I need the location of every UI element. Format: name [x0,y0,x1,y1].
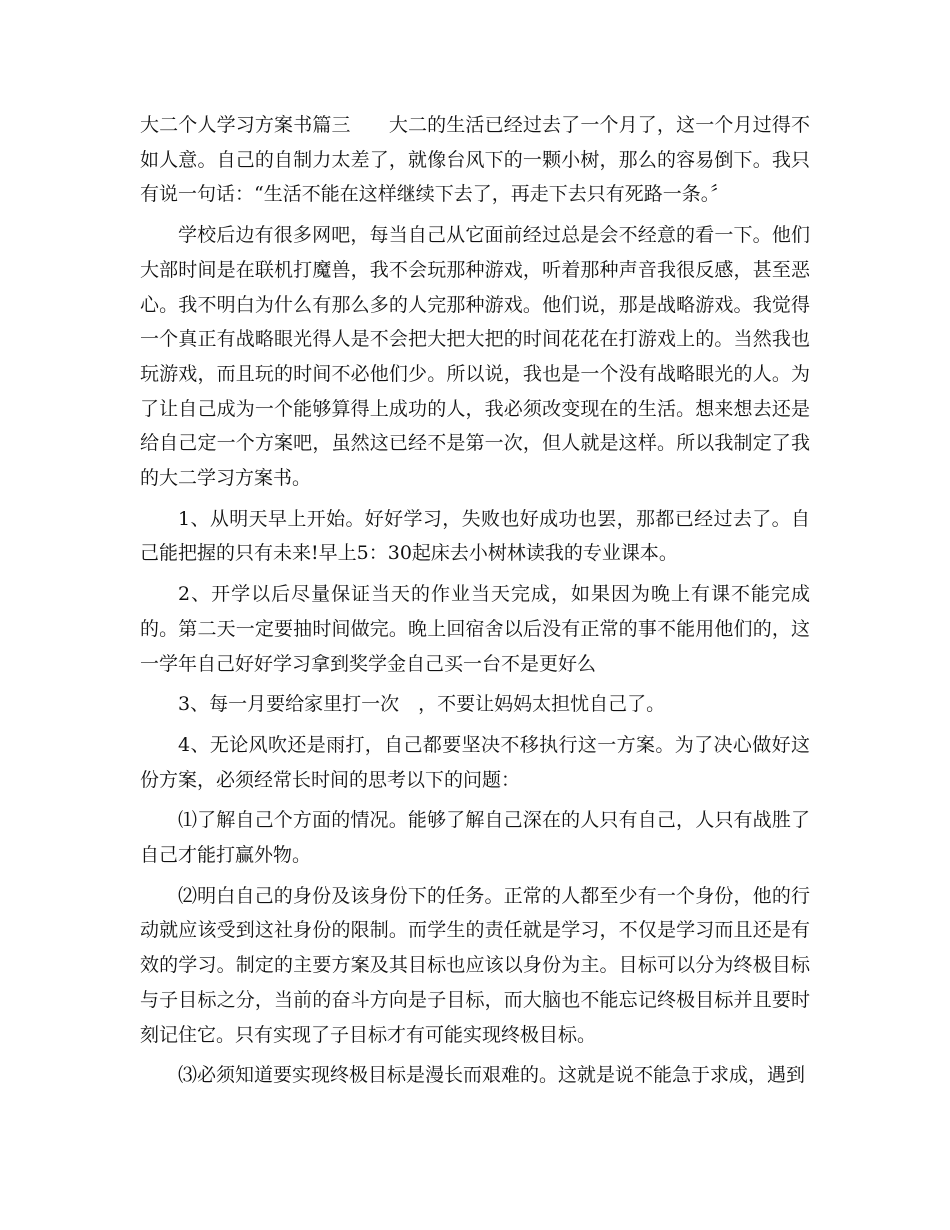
paragraph-9: ⑶必须知道要实现终极目标是漫长而艰难的。这就是说不能急于求成，遇到 [178,1064,806,1087]
paragraph-5: 3、每一月要给家里打一次 ，不要让妈妈太担忧自己了。 [178,693,666,716]
paragraph-7: ⑴了解自己个方面的情况。能够了解自己深在的人只有自己，人只有战胜了自己才能打赢外物。 [140,809,810,867]
paragraph-4: 2、开学以后尽量保证当天的作业当天完成，如果因为晚上有课不能完成的。第二天一定要抽时间做完。晚上回宿舍以后没有正常的事不能用他们的，这一学年自己好好学习拿到奖学金自己买一台不是更好么 [140,583,810,675]
paragraph-8: ⑵明白自己的身份及该身份下的任务。正常的人都至少有一个身份，他的行动就应该受到这社身份的限制。而学生的责任就是学习，不仅是学习而且还是有效的学习。制定的主要方案及其目标也应该以身份为主。目标可以分为终极目标与子目标之分，当前的奋斗方向是子目标，而大脑也不能忘记终极目标并且要时刻记住它。只有实现了子目标才有可能实现终极目标。 [140,884,810,1046]
paragraph-2: 学校后边有很多网吧，每当自己从它面前经过总是会不经意的看一下。他们大部时间是在联机打魔兽，我不会玩那种游戏，听着那种声音我很反感，甚至恶心。我不明白为什么有那么多的人完那种游戏。他们说，那是战略游戏。我觉得一个真正有战略眼光得人是不会把大把大把的时间花花在打游戏上的。当然我也玩游戏，而且玩的时间不必他们少。所以说，我也是一个没有战略眼光的人。为了让自己成为一个能够算得上成功的人，我必须改变现在的生活。想来想去还是给自己定一个方案吧，虽然这已经不是第一次，但人就是这样。所以我制定了我的大二学习方案书。 [140,224,810,490]
paragraph-1: 大二的生活已经过去了一个月了，这一个月过得不如人意。自己的自制力太差了，就像台风下的一颗小树，那么的容易倒下。我只有说一句话：“生活不能在这样继续下去了，再走下去只有死路一条。〞 [140,114,810,206]
paragraph-6: 4、无论风吹还是雨打，自己都要坚决不移执行这一方案。为了决心做好这份方案，必须经常长时间的思考以下的问题： [140,733,810,791]
document-body [140,108,810,1099]
document-first-paragraph [140,108,810,212]
document-heading: 大二个人学习方案书篇三 [140,114,351,136]
paragraph-3: 1、从明天早上开始。好好学习，失败也好成功也罢，那都已经过去了。自己能把握的只有未来!早上5：30起床去小树林读我的专业课本。 [140,507,810,565]
